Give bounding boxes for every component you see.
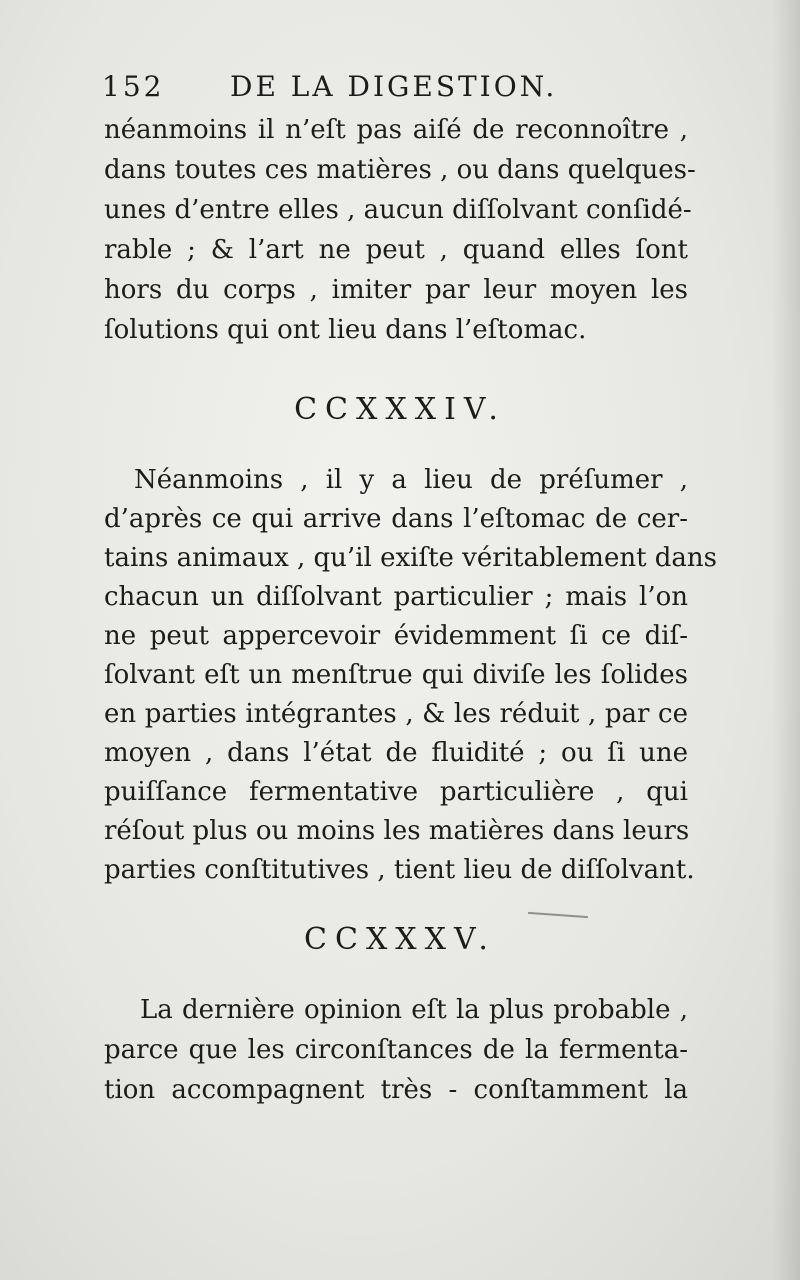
text-line: moyen , dans l’état de fluidité ; ou ſi une <box>104 738 688 768</box>
page-number: 152 <box>102 70 165 103</box>
section-heading-ccxxxiv: CCXXXIV. <box>294 392 506 427</box>
text-line: unes d’entre elles , aucun diſſolvant conſidé- <box>104 195 692 225</box>
page-edge-shadow <box>772 0 800 1280</box>
page-header <box>102 70 702 110</box>
text-line: ſolutions qui ont lieu dans l’eſtomac. <box>104 315 587 345</box>
text-line: tains animaux , qu’il exiſte véritablement dans <box>104 543 718 573</box>
text-line: hors du corps , imiter par leur moyen les <box>104 275 688 305</box>
section-heading-ccxxxv: CCXXXV. <box>304 922 496 957</box>
text-line: réſout plus ou moins les matières dans leurs <box>104 816 690 846</box>
text-line: tion accompagnent très - conſtamment la <box>104 1075 688 1105</box>
text-line: puiſſance fermentative particulière , qui <box>104 777 688 807</box>
text-line: néanmoins il n’eſt pas aiſé de reconnoître , <box>104 115 688 145</box>
text-line: rable ; & l’art ne peut , quand elles ſont <box>104 235 688 265</box>
text-line: en parties intégrantes , & les réduit , par ce <box>104 699 688 729</box>
text-line: d’après ce qui arrive dans l’eſtomac de cer- <box>104 504 688 534</box>
running-title: DE LA DIGESTION. <box>230 70 558 103</box>
text-line: ſolvant eſt un menſtrue qui diviſe les ſolides <box>104 660 688 690</box>
text-line: chacun un diſſolvant particulier ; mais l’on <box>104 582 688 612</box>
text-line: parties conſtitutives , tient lieu de diſſolvant. <box>104 855 695 885</box>
text-line: parce que les circonſtances de la fermenta- <box>104 1035 688 1065</box>
text-line: Néanmoins , il y a lieu de préſumer , <box>134 465 688 495</box>
text-line: La dernière opinion eſt la plus probable , <box>140 995 688 1025</box>
text-line: ne peut appercevoir évidemment ſi ce diſ- <box>104 621 688 651</box>
text-line: dans toutes ces matières , ou dans quelques- <box>104 155 696 185</box>
